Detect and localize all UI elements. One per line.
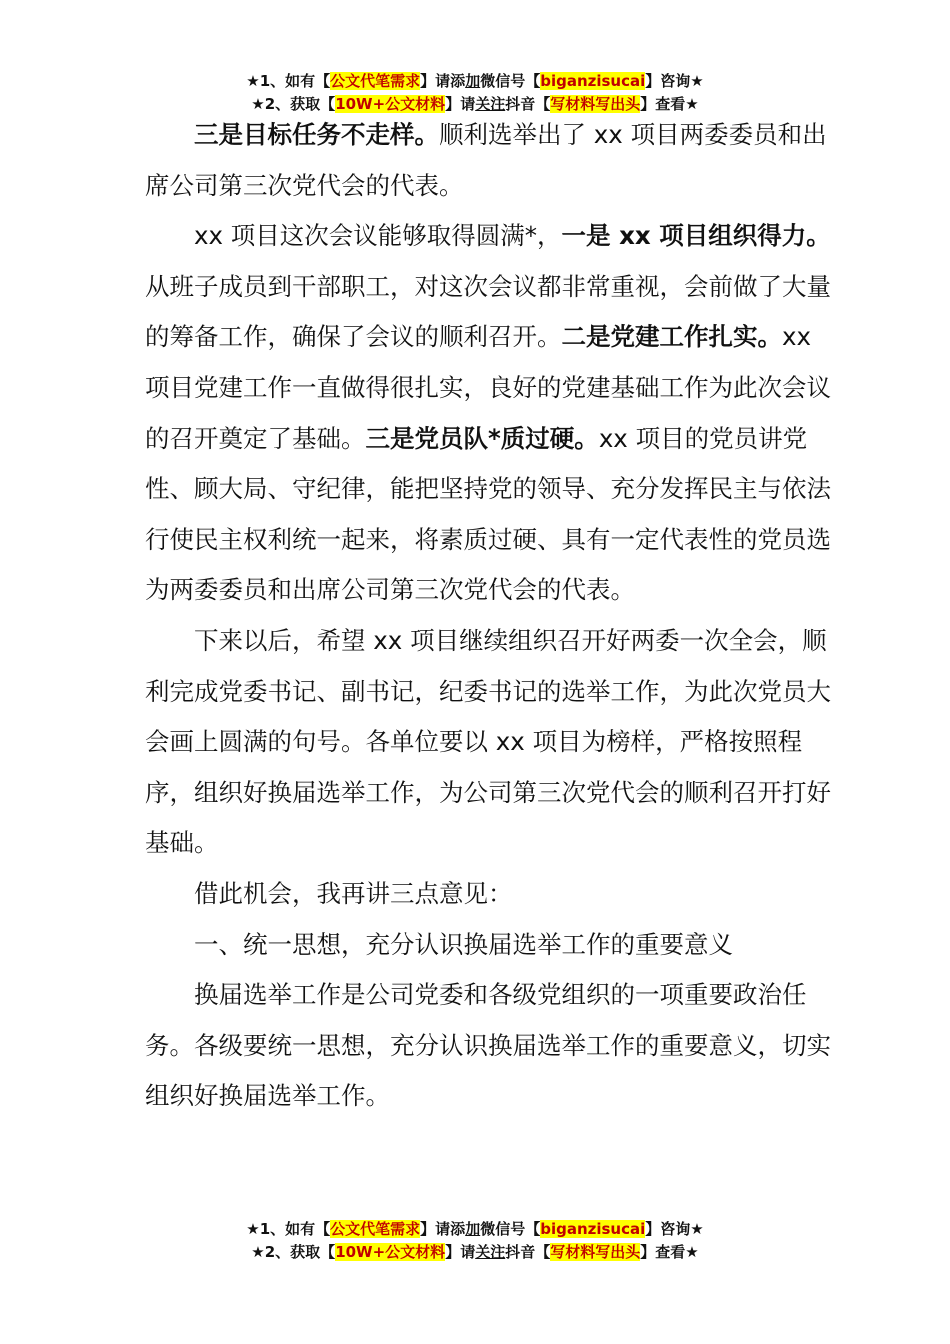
paragraph-6: 换届选举工作是公司党委和各级党组织的一项重要政治任务。各级要统一思想，充分认识换届选举工作的重要意义，切实组织好换届选举工作。: [145, 980, 831, 1111]
paragraph-3: 下来以后，希望 xx 项目继续组织召开好两委一次全会，顺利完成党委书记、副书记，纪委书记的选举工作，为此次党员大会画上圆满的句号。各单位要以 xx 项目为榜样，严格按照程序，组织好换届选举工作，为公司第三次党代会的顺利召开打好基础。: [145, 625, 831, 858]
banner-text: 微信号【: [480, 72, 541, 90]
banner-text: ★1、如有【: [246, 1220, 331, 1238]
section-heading: 一、统一思想，充分认识换届选举工作的重要意义: [194, 929, 733, 959]
banner-text: 】查看★: [640, 1243, 699, 1261]
paragraph-4: 借此机会，我再讲三点意见：: [194, 878, 513, 908]
banner-underlined-text: 加: [465, 1220, 481, 1238]
banner-line-1: [0, 70, 950, 93]
banner-text: 】请: [445, 1243, 476, 1261]
banner-text: ★2、获取【: [251, 95, 336, 113]
banner-line-2: [0, 1241, 950, 1264]
paragraph-text: xx 项目的党员讲党性、顾大局、守纪律，能把坚持党的领导、充分发挥民主与依法行使民主权利统一起来，将素质过硬、具有一定代表性的党员选为两委委员和出席公司第三次党代会的代表。: [145, 423, 831, 605]
paragraph-text: 从班子成员到干部职工，对这次会议都非常重视，会前做了大量的筹备工作，确保了会议的顺利召开。: [145, 271, 831, 352]
banner-highlight: 写材料写出头: [550, 1243, 641, 1261]
banner-underlined-text: 加: [465, 72, 481, 90]
banner-highlight: 公文代笔需求: [330, 1220, 421, 1238]
bold-lead: 二是党建工作扎实。: [561, 322, 782, 352]
document-body: [145, 110, 835, 1122]
bold-lead: 三是党员队*质过硬。: [365, 423, 599, 453]
banner-underlined-text: 关注: [475, 1243, 506, 1261]
banner-text: 】咨询★: [645, 72, 704, 90]
footer-banner: [0, 1218, 950, 1264]
banner-highlight: biganzisucai: [540, 72, 646, 90]
banner-highlight: 公文代笔需求: [330, 72, 421, 90]
banner-text: 】请添: [420, 1220, 466, 1238]
paragraph-text: 顺利选举出了 xx 项目两委委员和出席公司第三次党代会的代表。: [145, 120, 827, 200]
banner-text: 抖音【: [505, 95, 551, 113]
bold-lead: 一是 xx 项目组织得力。: [561, 221, 831, 251]
banner-text: ★1、如有【: [246, 72, 331, 90]
banner-line-1: [0, 1218, 950, 1241]
banner-highlight: biganzisucai: [540, 1220, 646, 1238]
banner-highlight: 10W+公文材料: [335, 95, 446, 113]
banner-text: 抖音【: [505, 1243, 551, 1261]
paragraph-text: xx 项目党建工作一直做得很扎实，良好的党建基础工作为此次会议的召开奠定了基础。: [145, 322, 831, 453]
paragraph-text: xx 项目这次会议能够取得圆满*，: [194, 221, 562, 251]
banner-highlight: 10W+公文材料: [335, 1243, 446, 1261]
banner-text: 】查看★: [640, 95, 699, 113]
banner-highlight: 写材料写出头: [550, 95, 641, 113]
banner-text: 】请添: [420, 72, 466, 90]
banner-underlined-text: 关注: [475, 95, 506, 113]
bold-lead: 三是目标任务不走样。: [194, 120, 439, 149]
banner-text: 】咨询★: [645, 1220, 704, 1238]
banner-text: ★2、获取【: [251, 1243, 336, 1261]
banner-text: 微信号【: [480, 1220, 541, 1238]
paragraph-2: [145, 211, 835, 616]
banner-text: 】请: [445, 95, 476, 113]
paragraph-1: [145, 110, 835, 211]
